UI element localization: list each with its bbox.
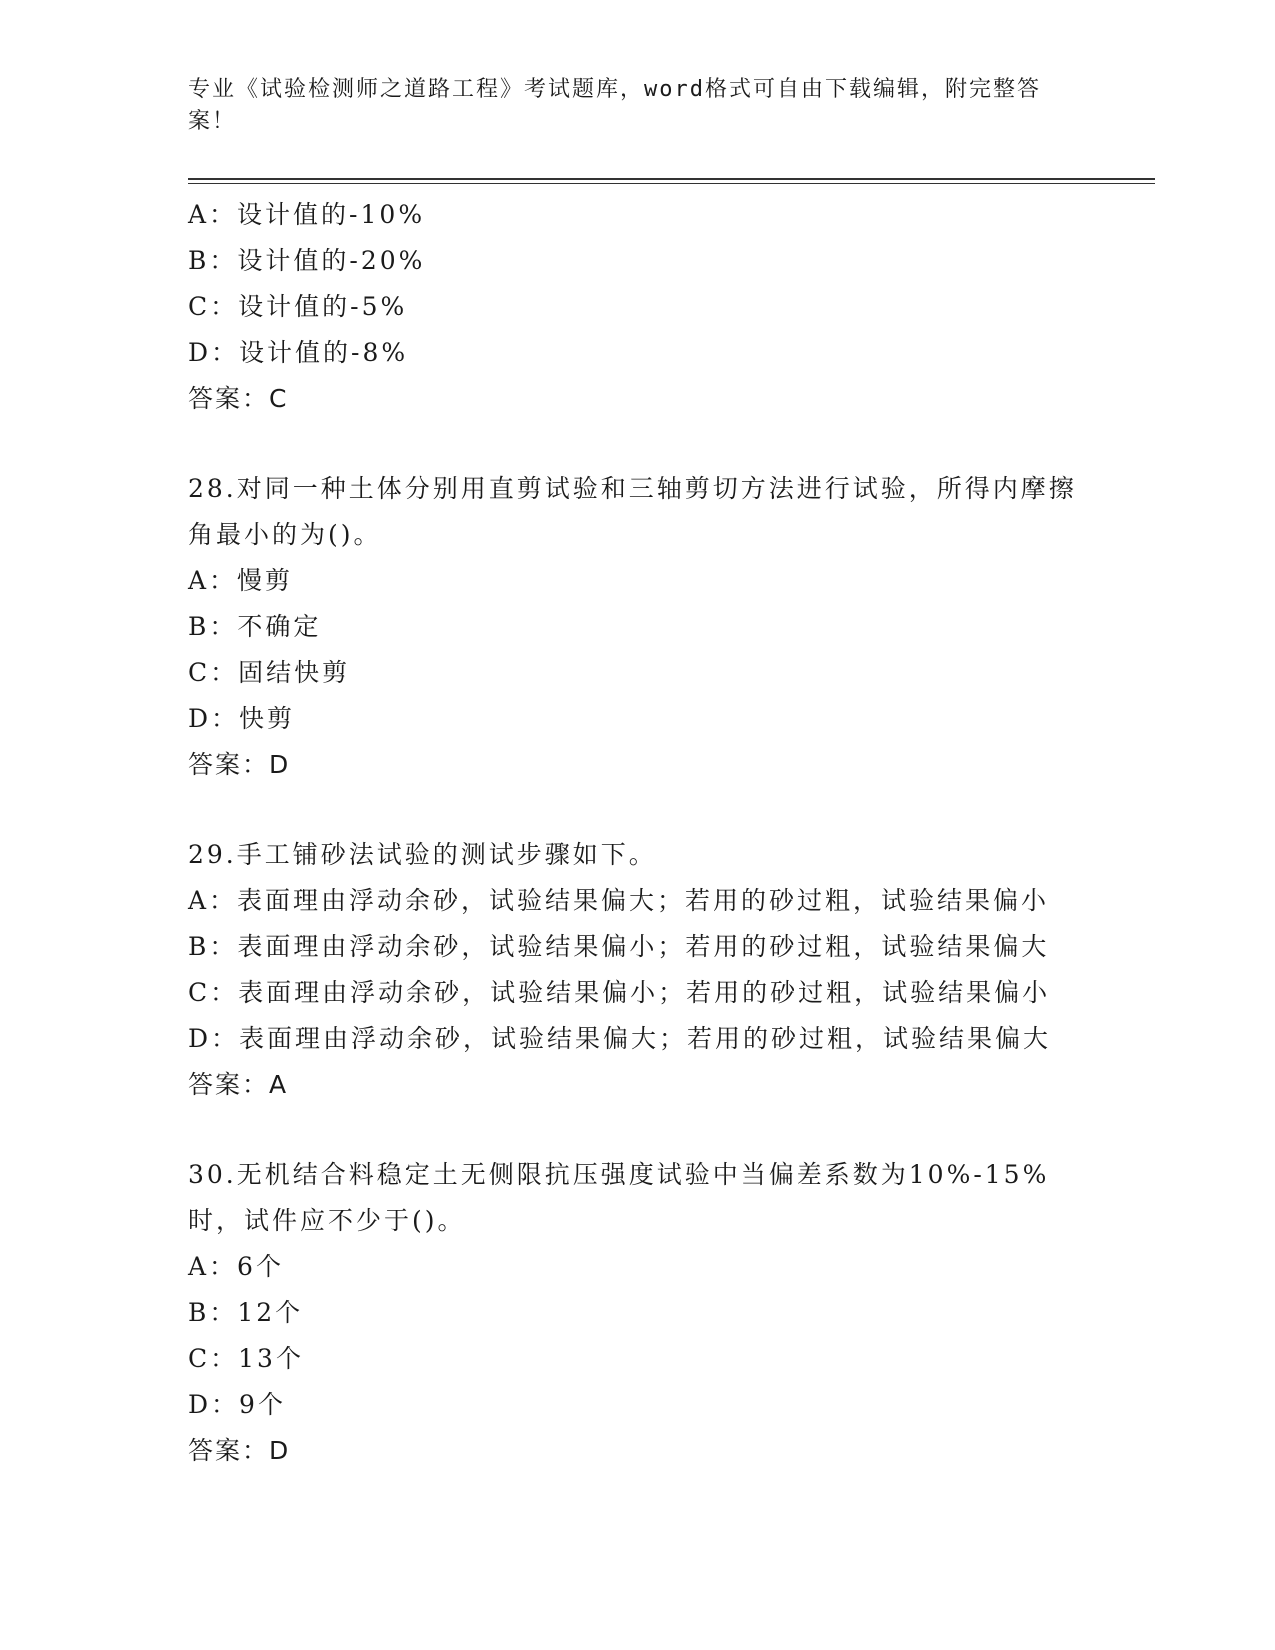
answer-line: 答案：C (188, 384, 289, 413)
option-c: C：固结快剪 (188, 658, 351, 687)
option-b: B：不确定 (188, 612, 322, 641)
option-c: C：13个 (188, 1344, 304, 1373)
option-d: D：快剪 (188, 704, 296, 733)
question-text: 28.对同一种土体分别用直剪试验和三轴剪切方法进行试验，所得内摩擦角最小的为()。 (188, 474, 1077, 549)
question-block-29 (188, 832, 1088, 1108)
spacer (188, 422, 1088, 466)
question-block-27 (188, 192, 1088, 422)
option-a: A：6个 (188, 1252, 284, 1281)
option-a: A：表面理由浮动余砂，试验结果偏大；若用的砂过粗，试验结果偏小 (188, 886, 1050, 915)
question-block-30 (188, 1152, 1088, 1474)
option-d: D：设计值的-8% (188, 338, 409, 367)
question-text: 29.手工铺砂法试验的测试步骤如下。 (188, 840, 657, 869)
option-d: D：表面理由浮动余砂，试验结果偏大；若用的砂过粗，试验结果偏大 (188, 1024, 1052, 1053)
option-a: A：设计值的-10% (188, 200, 426, 229)
question-text: 30.无机结合料稳定土无侧限抗压强度试验中当偏差系数为10%-15%时，试件应不少于()。 (188, 1160, 1050, 1235)
option-b: B：12个 (188, 1298, 304, 1327)
option-a: A：慢剪 (188, 566, 294, 595)
answer-line: 答案：D (188, 1436, 291, 1465)
option-d: D：9个 (188, 1390, 286, 1419)
answer-line: 答案：A (188, 1070, 289, 1099)
spacer (188, 788, 1088, 832)
answer-line: 答案：D (188, 750, 291, 779)
question-list (188, 192, 1088, 1474)
option-c: C：表面理由浮动余砂，试验结果偏小；若用的砂过粗，试验结果偏小 (188, 978, 1051, 1007)
spacer (188, 1108, 1088, 1152)
question-block-28 (188, 466, 1088, 788)
option-c: C：设计值的-5% (188, 292, 408, 321)
option-b: B：设计值的-20% (188, 246, 426, 275)
header-rule-thick (188, 178, 1155, 180)
document-header: 专业《试验检测师之道路工程》考试题库，word格式可自由下载编辑，附完整答案！ (188, 77, 1041, 134)
option-b: B：表面理由浮动余砂，试验结果偏小；若用的砂过粗，试验结果偏大 (188, 932, 1050, 961)
header-rule-thin (188, 183, 1155, 184)
